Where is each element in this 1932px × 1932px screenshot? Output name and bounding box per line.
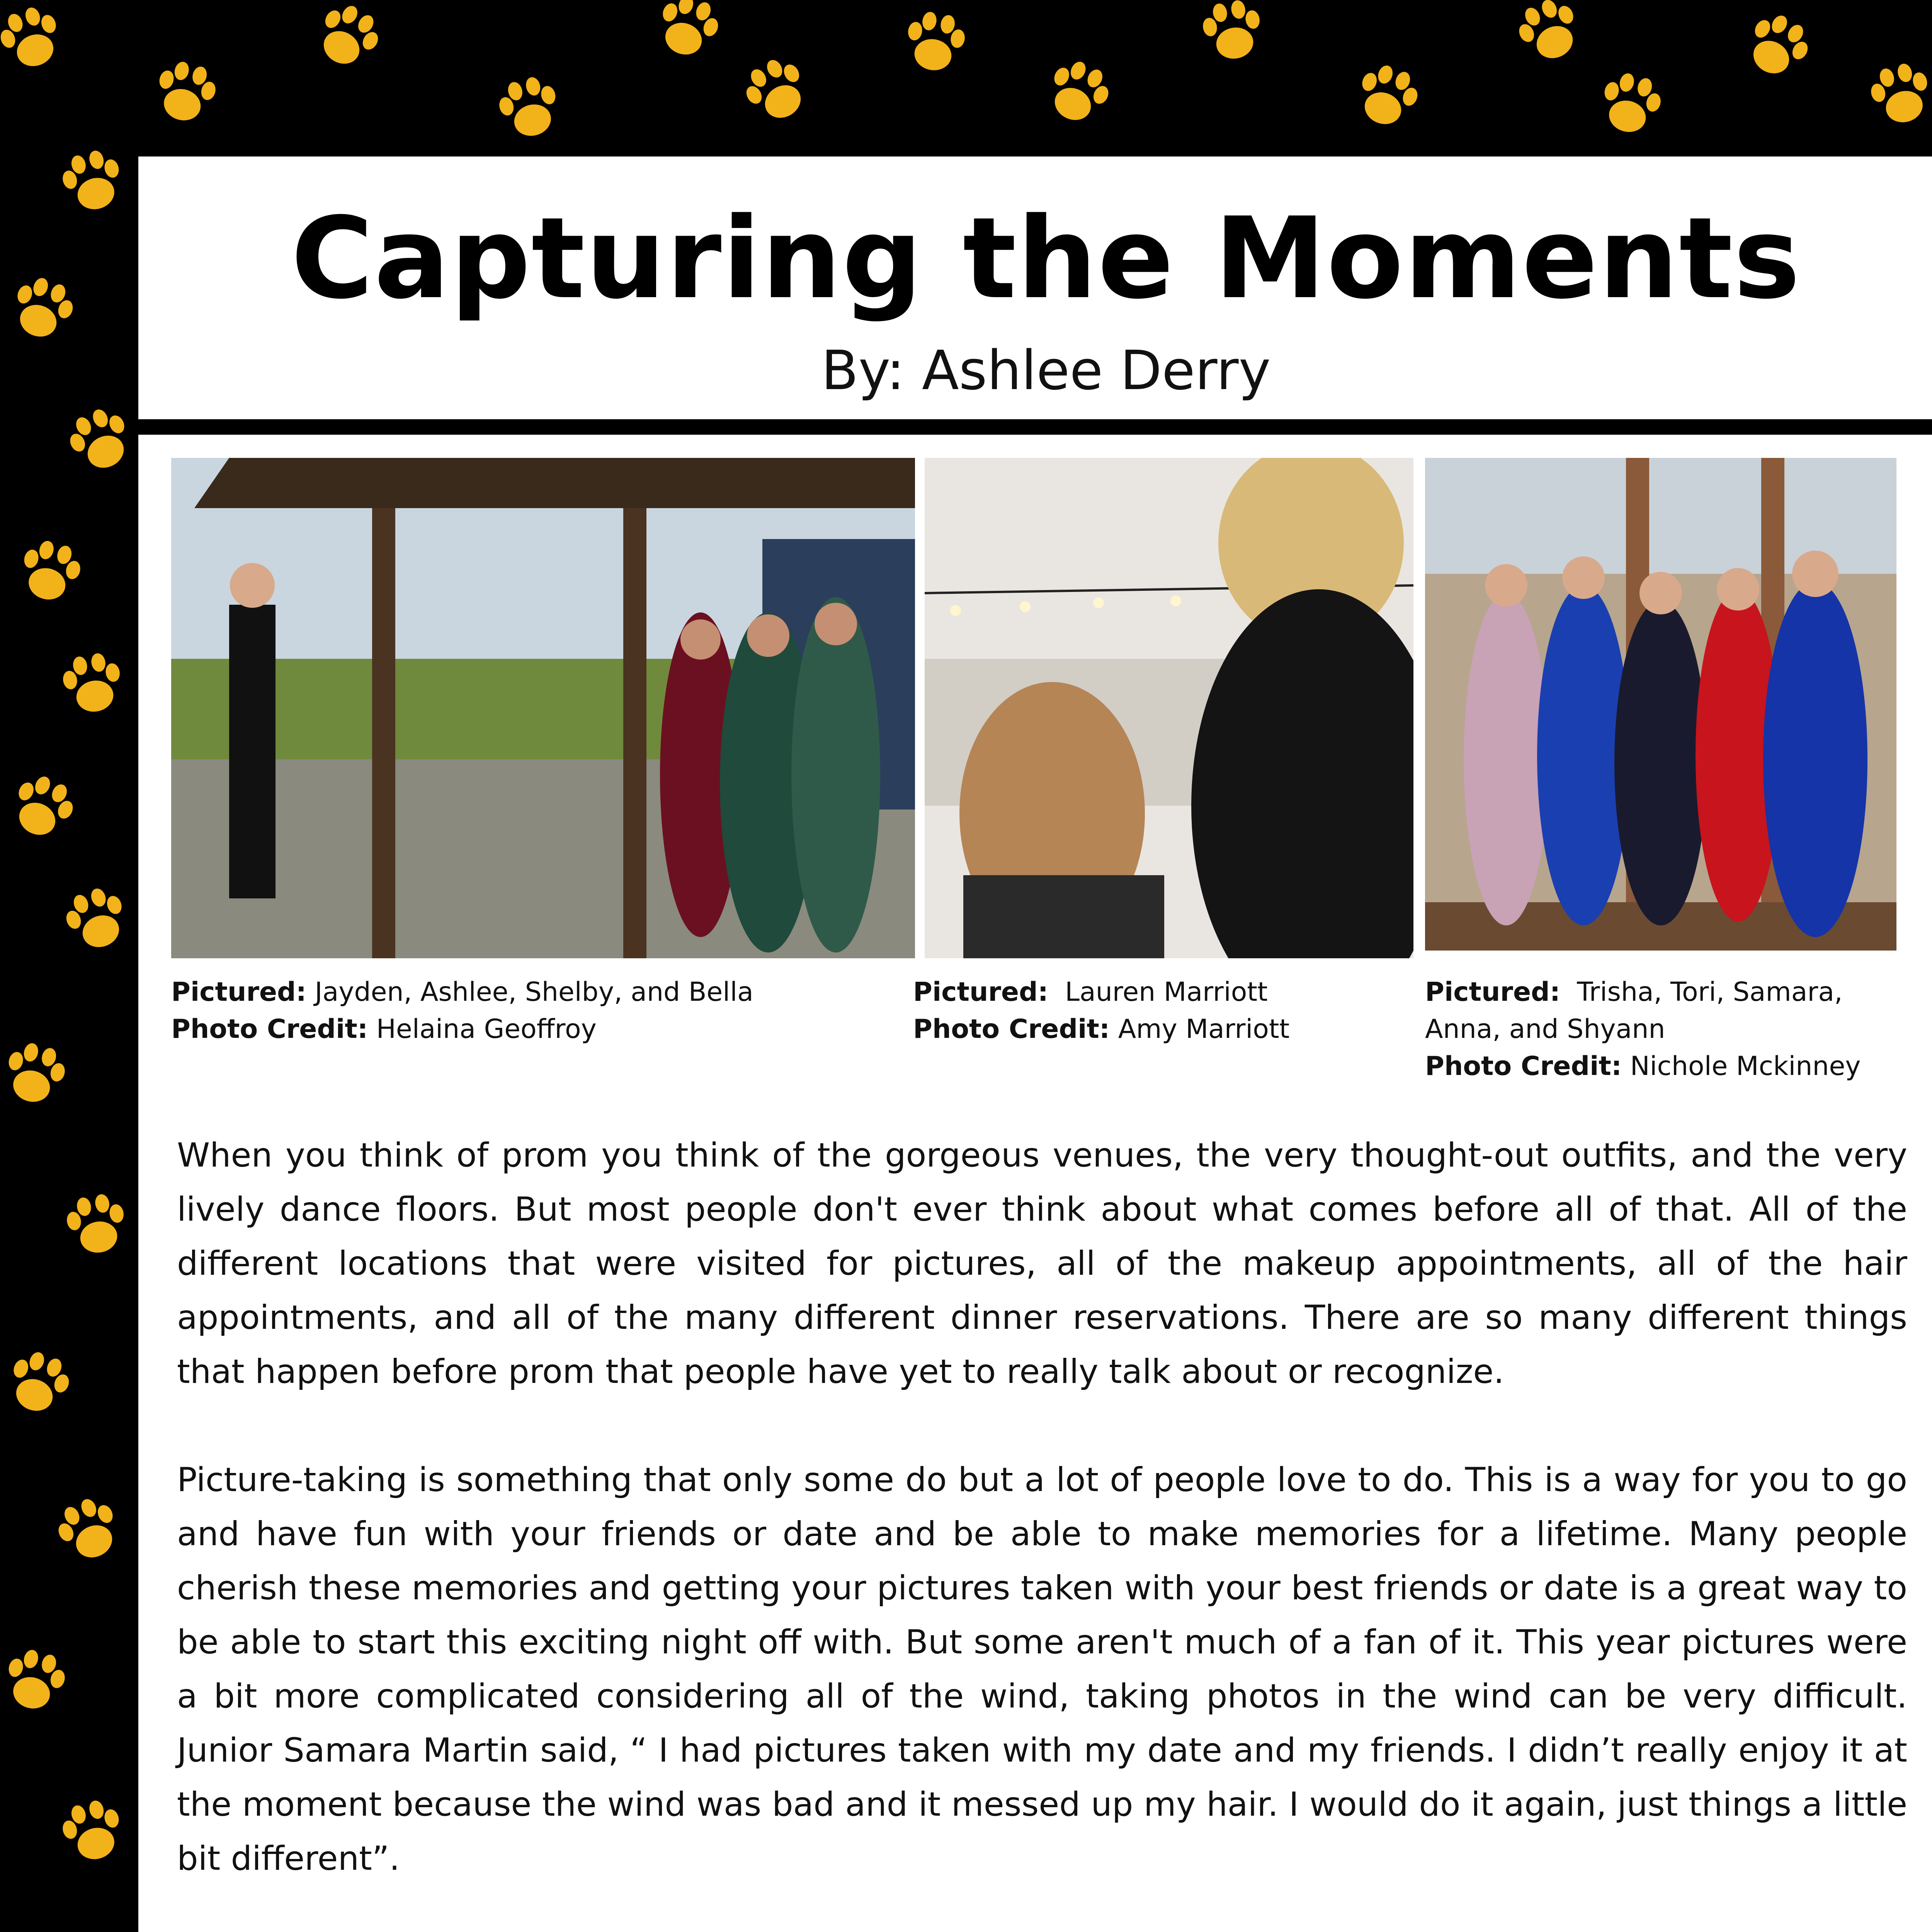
paw-print-icon [0, 1027, 82, 1122]
byline: By: Ashlee Derry [821, 339, 1271, 402]
paw-print-icon [37, 1479, 140, 1582]
paw-print-icon [1725, 0, 1830, 99]
paw-print-icon [1338, 47, 1437, 146]
paw-print-icon [138, 46, 233, 140]
paw-print-icon [1188, 0, 1277, 76]
page-title: Capturing the Moments [291, 194, 1801, 324]
paw-print-icon [1854, 48, 1932, 142]
photo-pavilion-group [171, 458, 915, 958]
paw-print-icon [1583, 57, 1678, 152]
photo-hair-salon [925, 458, 1413, 958]
paw-print-icon [0, 0, 80, 88]
article-paragraph: When you think of prom you think of the gorgeous venues, the very thought-out outfits, and the very lively dance floors. But most people don't ever think about what comes before all of that. All of the different locations that were visited for pictures, all of the makeup appointments, all of the hair appointments, and all of the many different dinner reservations. There are so many different things that happen before prom that people have yet to really talk about or recognize. [177, 1136, 1907, 1391]
paw-print-icon [0, 260, 92, 359]
paw-print-icon [3, 525, 98, 619]
article-panel [138, 435, 1932, 1932]
paw-print-icon [1498, 0, 1601, 82]
photo-credit-name: Amy Marriott [1118, 1014, 1290, 1044]
article-paragraph: Picture-taking is something that only some do but a lot of people love to do. This is a way for you to go and have fun with your friends or date and be able to make memories for a lifetime. Many people cherish these memories and getting your pictures taken with your best friends or date is a great way to be able to start this exciting night off with. But some aren't much of a fan of it. This year pictures were a bit more complicated considering all of the wind, taking photos in the wind can be very difficult. Junior Samara Martin said, “ I had pictures taken with my date and my friends. I didn’t really enjoy it at the moment because the wind was bad and it messed up my hair. I would do it again, just things a little bit different”. [177, 1461, 1907, 1878]
photo-five-girls [1425, 458, 1896, 951]
pictured-names: Jayden, Ashlee, Shelby, and Bella [315, 977, 753, 1007]
pictured-names: Lauren Marriott [1065, 977, 1268, 1007]
photo-caption: Pictured: Trisha, Tori, Samara, Anna, and Shyann Photo Credit: Nichole Mckinney [1425, 977, 1861, 1082]
paw-print-icon [47, 870, 146, 969]
paw-print-icon [724, 38, 829, 143]
paw-print-icon [482, 61, 577, 156]
article-body [177, 1128, 1907, 1932]
paw-print-icon [46, 1784, 140, 1879]
paw-print-icon [0, 756, 94, 859]
paw-print-icon [52, 1180, 141, 1270]
paw-print-icon [890, 0, 980, 87]
photo-caption: Pictured: Lauren Marriott Photo Credit: Amy Marriott [913, 977, 1290, 1044]
paw-print-icon [0, 1634, 82, 1728]
paw-print-icon [1027, 41, 1129, 144]
header [138, 156, 1932, 419]
pictured-names: Trisha, Tori, Samara, Anna, and Shyann [1425, 977, 1843, 1044]
paw-print-icon [295, 0, 400, 90]
paw-print-icon [46, 134, 140, 229]
photo-caption: Pictured: Jayden, Ashlee, Shelby, and Bella Photo Credit: Helaina Geoffroy [171, 977, 753, 1044]
paw-print-icon [48, 639, 138, 729]
paw-print-icon [49, 389, 152, 492]
photo-credit-name: Nichole Mckinney [1630, 1051, 1861, 1082]
paw-print-icon [0, 1334, 88, 1433]
photo-credit-name: Helaina Geoffroy [376, 1014, 597, 1044]
paw-print-icon [638, 0, 737, 77]
